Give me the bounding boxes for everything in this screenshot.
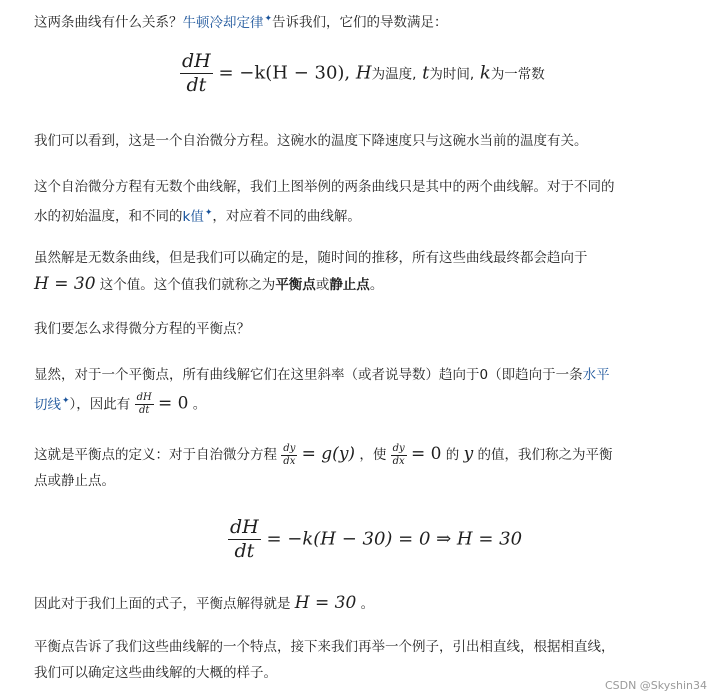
paragraph-question: 我们要怎么求得微分方程的平衡点？ — [34, 321, 250, 337]
horizontal-tangent-link[interactable]: 水平 — [582, 367, 610, 383]
k-value-link[interactable]: k值✦ — [182, 208, 213, 225]
label-constant: 为一常数 — [490, 66, 545, 83]
math-equals-zero: = 0 — [411, 444, 442, 464]
paragraph-equilibrium-definition: 虽然解是无数条曲线，但是我们可以确定的是，随时间的推移，所有这些曲线最终都会趋向于 H = 30 这个值。这个值我们就称之为平衡点或静止点。 — [34, 250, 588, 294]
var-t: t — [422, 62, 430, 84]
text-segment: 告诉我们，它们的导数满足： — [272, 14, 448, 31]
term-stationary-point: 静止点 — [329, 277, 370, 293]
equation-rhs: = −k(H − 30), — [218, 62, 351, 84]
horizontal-tangent-link-cont[interactable]: 切线✦ — [34, 396, 70, 413]
fraction-dy-dx-2: $\frac{dy}{dx}$ — [392, 442, 405, 467]
equation-newton-cooling — [180, 50, 545, 97]
newton-cooling-link[interactable]: 牛顿冷却定律✦ — [182, 14, 273, 31]
sparkle-icon: ✦ — [204, 208, 213, 218]
equation-equilibrium-solve — [228, 516, 522, 563]
var-y: y — [463, 444, 474, 464]
paragraph-intro — [34, 6, 706, 36]
paragraph-slope-zero: 显然，对于一个平衡点，所有曲线解它们在这里斜率（或者说导数）趋向于0（即趋向于一条水平 切线✦），因此有 $\frac{dH}{dt}$ = 0 。 — [34, 367, 610, 416]
var-h: H — [355, 62, 372, 84]
label-temperature: 为温度, — [371, 66, 417, 83]
fraction-dh-dt: $\frac{dH}{dt}$ — [182, 50, 211, 96]
math-g-of-y: = g(y) — [301, 444, 356, 464]
paragraph-equilibrium-general: 这就是平衡点的定义：对于自治微分方程 $\frac{dy}{dx}$ = g(y) ，使 $\frac{dy}{dx}$ = 0 的 y 的值，我们称之为平衡 点或静止点。 — [34, 442, 613, 489]
fraction-dy-dx: $\frac{dy}{dx}$ — [283, 442, 296, 467]
paragraph-autonomous: 我们可以看到，这是一个自治微分方程。这碗水的温度下降速度只与这碗水当前的温度有关。 — [34, 133, 588, 149]
paragraph-infinite-solutions: 这个自治微分方程有无数个曲线解，我们上图举例的两条曲线只是其中的两个曲线解。对于不同的 水的初始温度，和不同的k值✦，对应着不同的曲线解。 — [34, 179, 615, 225]
paragraph-phase-line: 平衡点告诉了我们这些曲线解的一个特点，接下来我们再举一个例子，引出相直线，根据相直线， 我们可以确定这些曲线解的大概的样子。 — [34, 639, 615, 681]
math-h-equals-30: H = 30 — [294, 593, 357, 613]
equation-rhs: = −k(H − 30) = 0 ⇒ H = 30 — [266, 528, 523, 550]
sparkle-icon: ✦ — [62, 396, 70, 406]
paragraph-solution: 因此对于我们上面的式子，平衡点解得就是 H = 30 。 — [34, 593, 375, 613]
math-equals-zero: = 0 — [158, 393, 189, 414]
label-time: 为时间, — [429, 66, 475, 83]
term-equilibrium-point: 平衡点 — [275, 277, 316, 293]
fraction-dh-dt-2: $\frac{dH}{dt}$ — [230, 516, 259, 562]
fraction-dh-dt-inline: $\frac{dH}{dt}$ — [136, 392, 152, 416]
math-h-equals-30: H = 30 — [34, 274, 96, 294]
sparkle-icon: ✦ — [264, 14, 273, 24]
text-segment: 这两条曲线有什么关系？ — [34, 14, 183, 31]
csdn-watermark: CSDN @Skyshin34 — [604, 679, 707, 692]
var-k: k — [479, 62, 491, 84]
